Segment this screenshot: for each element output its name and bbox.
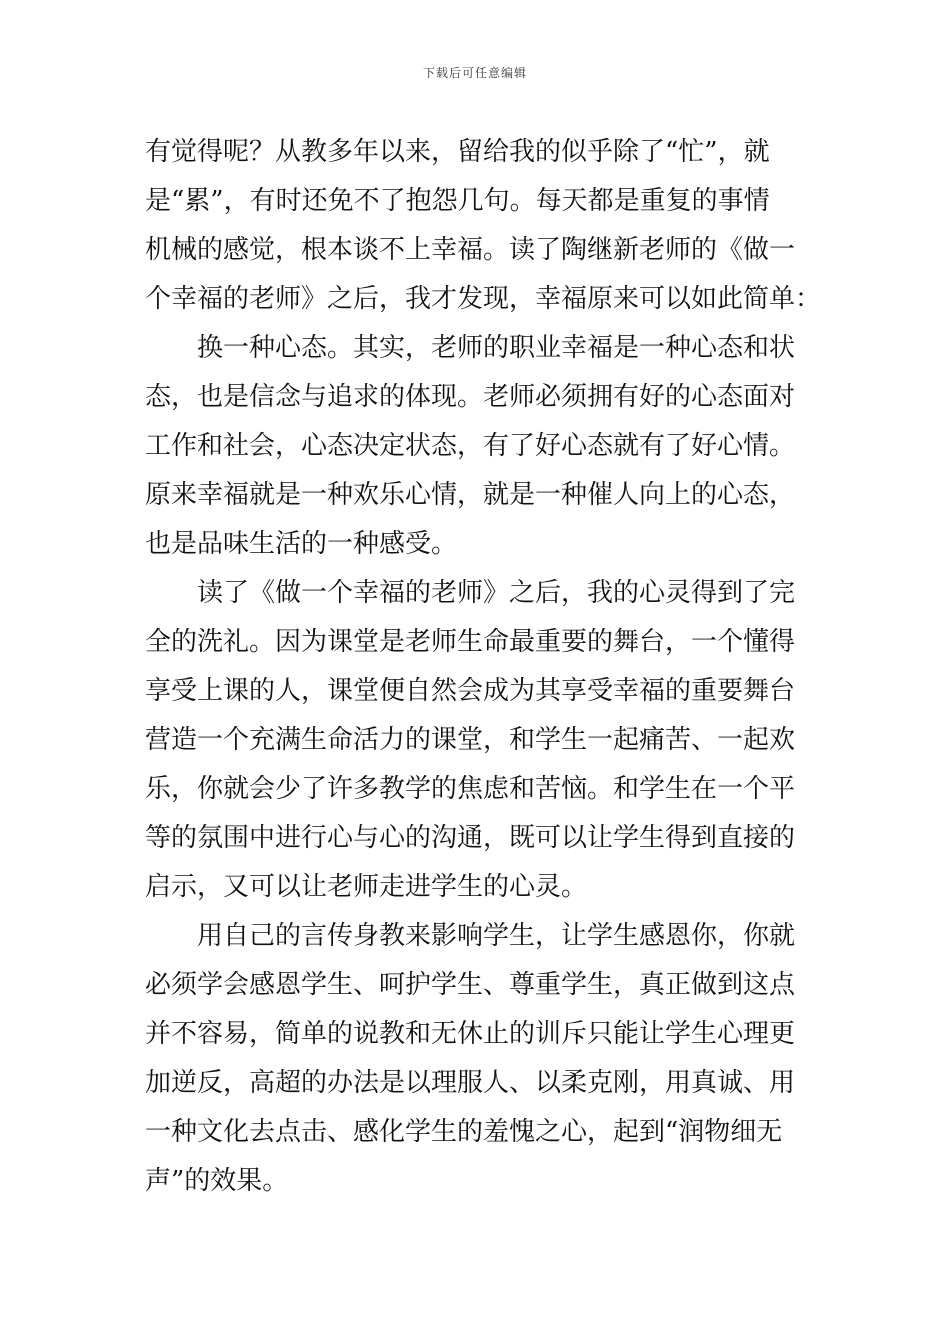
page-header: 下载后可任意编辑	[422, 66, 527, 80]
text-line: 个幸福的老师》之后，我才发现，幸福原来可以如此简单：	[145, 284, 822, 314]
text-line: 态，也是信念与追求的体现。老师必须拥有好的心态面对	[145, 382, 796, 412]
paragraph-start-line: 读了《做一个幸福的老师》之后，我的心灵得到了完	[145, 578, 796, 608]
text-line: 乐，你就会少了许多教学的焦虑和苦恼。和学生在一个平	[145, 774, 796, 804]
text-line: 有觉得呢？从教多年以来，留给我的似乎除了“忙”，就	[145, 137, 770, 167]
text-line: 声”的效果。	[145, 1166, 289, 1196]
text-line: 机械的感觉，根本谈不上幸福。读了陶继新老师的《做一	[145, 235, 796, 265]
text-line: 工作和社会，心态决定状态，有了好心态就有了好心情。	[145, 431, 796, 461]
text-line: 一种文化去点击、感化学生的羞愧之心，起到“润物细无	[145, 1117, 783, 1147]
paragraph-start-line: 用自己的言传身教来影响学生，让学生感恩你，你就	[145, 921, 796, 951]
text-line: 营造一个充满生命活力的课堂，和学生一起痛苦、一起欢	[145, 725, 796, 755]
document-body	[145, 128, 822, 1206]
text-line: 必须学会感恩学生、呵护学生、尊重学生，真正做到这点	[145, 970, 796, 1000]
text-line: 享受上课的人，课堂便自然会成为其享受幸福的重要舞台	[145, 676, 796, 706]
text-line: 并不容易，简单的说教和无休止的训斥只能让学生心理更	[145, 1019, 796, 1049]
text-line: 全的洗礼。因为课堂是老师生命最重要的舞台，一个懂得	[145, 627, 796, 657]
text-line: 启示，又可以让老师走进学生的心灵。	[145, 872, 588, 902]
paragraph-start-line: 换一种心态。其实，老师的职业幸福是一种心态和状	[145, 333, 796, 363]
text-line: 原来幸福就是一种欢乐心情，就是一种催人向上的心态，	[145, 480, 796, 510]
text-line: 加逆反，高超的办法是以理服人、以柔克刚，用真诚、用	[145, 1068, 796, 1098]
text-line: 是“累”，有时还免不了抱怨几句。每天都是重复的事情	[145, 186, 770, 216]
text-line: 也是品味生活的一种感受。	[145, 529, 458, 559]
text-line: 等的氛围中进行心与心的沟通，既可以让学生得到直接的	[145, 823, 796, 853]
